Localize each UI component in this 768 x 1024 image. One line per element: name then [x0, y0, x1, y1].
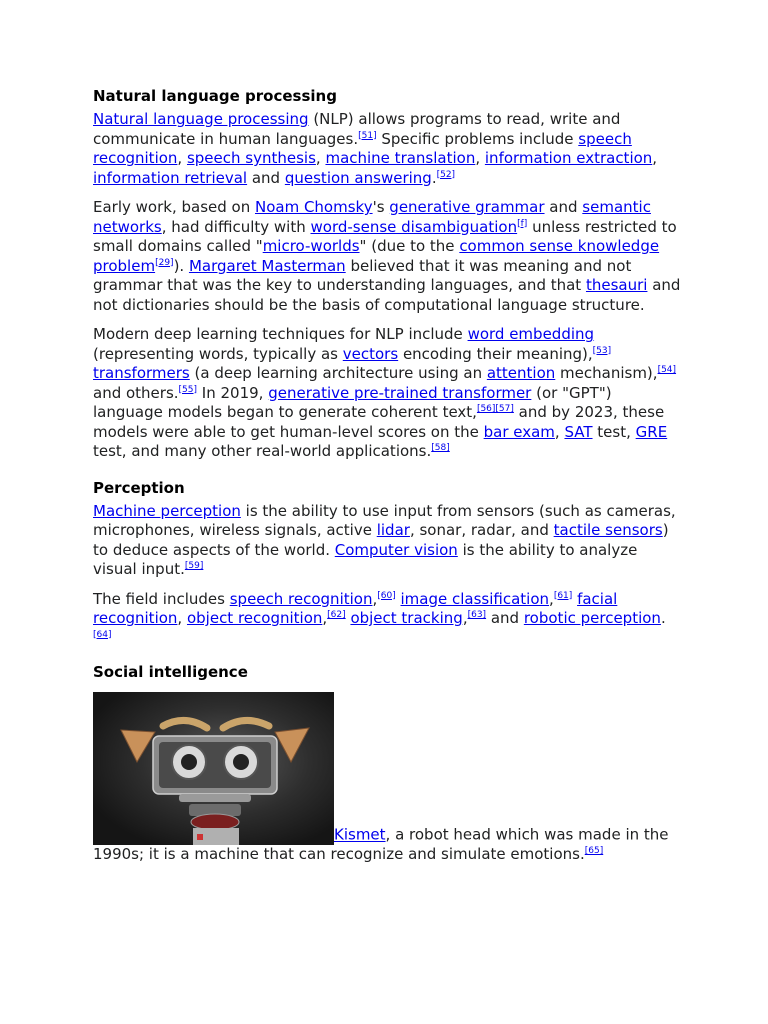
text-span: believed that it was meaning and not grammar that was the key to understanding languages, and that [93, 256, 632, 294]
text-span: and [544, 198, 583, 216]
reference-f[interactable] [517, 219, 527, 229]
link-bar-exam[interactable]: bar exam [483, 422, 555, 441]
text-span: In 2019, [197, 383, 269, 402]
reference-64[interactable] [93, 630, 111, 640]
text-span: , [177, 149, 187, 167]
reference-65[interactable] [585, 846, 603, 856]
link-micro-worlds[interactable]: micro-worlds [262, 237, 360, 255]
link-transformers[interactable]: transformers [93, 364, 190, 382]
link-semantic-networks[interactable]: semantic networks [93, 198, 651, 236]
reference-link[interactable]: [62] [327, 610, 346, 620]
link-natural-language-processing[interactable]: Natural language processing [93, 110, 309, 128]
text-span: test, [592, 422, 636, 441]
text-span: encoding their meaning), [398, 344, 593, 363]
text-span: , [177, 609, 187, 627]
link-computer-vision[interactable]: Computer vision [334, 540, 458, 559]
link-gre[interactable]: GRE [635, 422, 668, 441]
link-speech-recognition[interactable]: speech recognition [93, 129, 632, 167]
kismet-figure [93, 692, 683, 865]
link-speech-synthesis[interactable]: speech synthesis [186, 149, 316, 167]
text-span: is the ability to use input from sensors (such as cameras, microphones, wireless signals, active [93, 501, 676, 539]
link-sat[interactable]: SAT [564, 422, 593, 441]
link-object-recognition[interactable]: object recognition [186, 609, 323, 627]
text-span: The field includes [93, 589, 230, 608]
link-question-answering[interactable]: question answering [284, 168, 432, 187]
link-generative-grammar[interactable]: generative grammar [389, 198, 545, 216]
reference-link[interactable]: [64] [93, 629, 112, 640]
link-common-sense-knowledge-problem[interactable]: common sense knowledge problem [93, 237, 660, 275]
link-tactile-sensors[interactable]: tactile sensors [553, 521, 663, 539]
link-machine-perception[interactable]: Machine perception [93, 501, 241, 520]
reference-61[interactable] [554, 591, 572, 601]
text-span: Early work, based on [93, 198, 255, 216]
link-lidar[interactable]: lidar [376, 521, 410, 539]
text-span: and [247, 168, 285, 187]
reference-51[interactable] [358, 131, 376, 141]
reference-link[interactable]: [61] [553, 590, 573, 601]
text-span: 's [372, 198, 390, 216]
reference-link[interactable]: [55] [178, 384, 198, 395]
reference-link[interactable]: [59] [184, 561, 204, 571]
link-word-embedding[interactable]: word embedding [467, 325, 595, 343]
link-attention[interactable]: attention [486, 364, 556, 382]
reference-link[interactable]: [65] [584, 846, 604, 856]
nlp-paragraph-1 [93, 110, 683, 188]
article-body [93, 82, 683, 875]
link-information-extraction[interactable]: information extraction [484, 149, 653, 167]
text-span: unless restricted to small domains called " [93, 217, 677, 255]
text-span: , [315, 149, 326, 167]
text-span: test, and many other real-world applications. [93, 442, 432, 460]
link-word-sense-disambiguation[interactable]: word-sense disambiguation [310, 217, 518, 236]
perception-paragraph-2 [93, 590, 683, 649]
nlp-paragraph-2 [93, 198, 683, 315]
reference-53[interactable] [593, 346, 611, 356]
link-vectors[interactable]: vectors [342, 344, 399, 363]
reference-56-57[interactable] [477, 404, 514, 414]
text-span: (NLP) allows programs to read, write and communicate in human languages. [93, 110, 621, 148]
text-span: " (due to the [359, 237, 460, 255]
link-information-retrieval[interactable]: information retrieval [93, 168, 248, 187]
text-span: , sonar, radar, and [409, 521, 554, 539]
text-span: (or "GPT") language models began to generate coherent text, [93, 383, 612, 421]
text-span: and not dictionaries should be the basis of computational language structure. [93, 276, 681, 314]
text-span: , [322, 609, 328, 627]
reference-60[interactable] [377, 591, 395, 601]
reference-link[interactable]: [56][57] [476, 404, 514, 414]
text-span: , [554, 422, 565, 441]
link-machine-translation[interactable]: machine translation [325, 149, 476, 167]
text-span: mechanism), [555, 364, 658, 382]
text-span: , had difficulty with [161, 217, 311, 236]
section-heading-nlp: Natural language processing [93, 87, 337, 105]
text-span: . [660, 609, 666, 627]
text-span: (representing words, typically as [93, 344, 343, 363]
text-span: , [372, 589, 378, 608]
reference-link[interactable]: [58] [431, 443, 450, 453]
text-span: ) to deduce aspects of the world. [93, 521, 669, 559]
reference-link[interactable]: [63] [467, 610, 487, 620]
reference-54[interactable] [658, 365, 676, 375]
text-span: . [431, 168, 437, 187]
section-heading-perception: Perception [93, 478, 185, 497]
section-heading-social-intelligence: Social intelligence [93, 663, 248, 681]
reference-58[interactable] [431, 443, 449, 453]
reference-link[interactable]: [60] [377, 590, 396, 601]
reference-29[interactable] [155, 258, 173, 268]
link-robotic-perception[interactable]: robotic perception [523, 609, 661, 627]
link-thesauri[interactable]: thesauri [585, 276, 648, 294]
reference-link[interactable]: [29] [155, 257, 174, 268]
link-image-classification[interactable]: image classification [400, 589, 550, 608]
kismet-robot-drawing [93, 692, 334, 845]
text-span: and others. [93, 383, 179, 402]
reference-59[interactable] [185, 561, 203, 571]
perception-paragraph-1 [93, 502, 683, 580]
text-span: Modern deep learning techniques for NLP include [93, 325, 468, 343]
link-speech-recognition-2[interactable]: speech recognition [229, 589, 373, 608]
link-noam-chomsky[interactable]: Noam Chomsky [254, 198, 373, 216]
reference-63[interactable] [468, 610, 486, 620]
text-span: and by 2023, these models were able to get human-level scores on the [93, 403, 665, 441]
text-span: , [652, 149, 658, 167]
kismet-robot-image[interactable] [93, 692, 334, 845]
text-span: , [549, 589, 554, 608]
link-kismet[interactable]: Kismet [334, 825, 386, 844]
text-span: , [462, 609, 468, 627]
reference-link[interactable]: [f] [517, 218, 528, 229]
link-facial-recognition[interactable]: facial recognition [93, 589, 618, 627]
reference-link[interactable]: [53] [592, 345, 612, 356]
text-span: is the ability to analyze visual input. [93, 540, 638, 578]
text-span: , a robot head which was made in the 1990s; it is a machine that can recognize and simulate emotions. [93, 825, 669, 863]
link-generative-pre-trained-transformer[interactable]: generative pre-trained transformer [268, 383, 532, 402]
link-margaret-masterman[interactable]: Margaret Masterman [188, 256, 346, 275]
reference-link[interactable]: [51] [358, 130, 377, 141]
text-span: and [486, 609, 524, 627]
text-span: ). [173, 256, 189, 275]
reference-link[interactable]: [54] [657, 365, 677, 375]
reference-52[interactable] [437, 170, 455, 180]
text-span: , [475, 149, 485, 167]
link-object-tracking[interactable]: object tracking [350, 609, 463, 627]
text-span: Specific problems include [376, 129, 579, 148]
reference-55[interactable] [179, 385, 197, 395]
reference-62[interactable] [327, 610, 345, 620]
reference-link[interactable]: [52] [436, 169, 456, 180]
text-span: (a deep learning architecture using an [189, 364, 487, 382]
nlp-paragraph-3 [93, 325, 683, 462]
